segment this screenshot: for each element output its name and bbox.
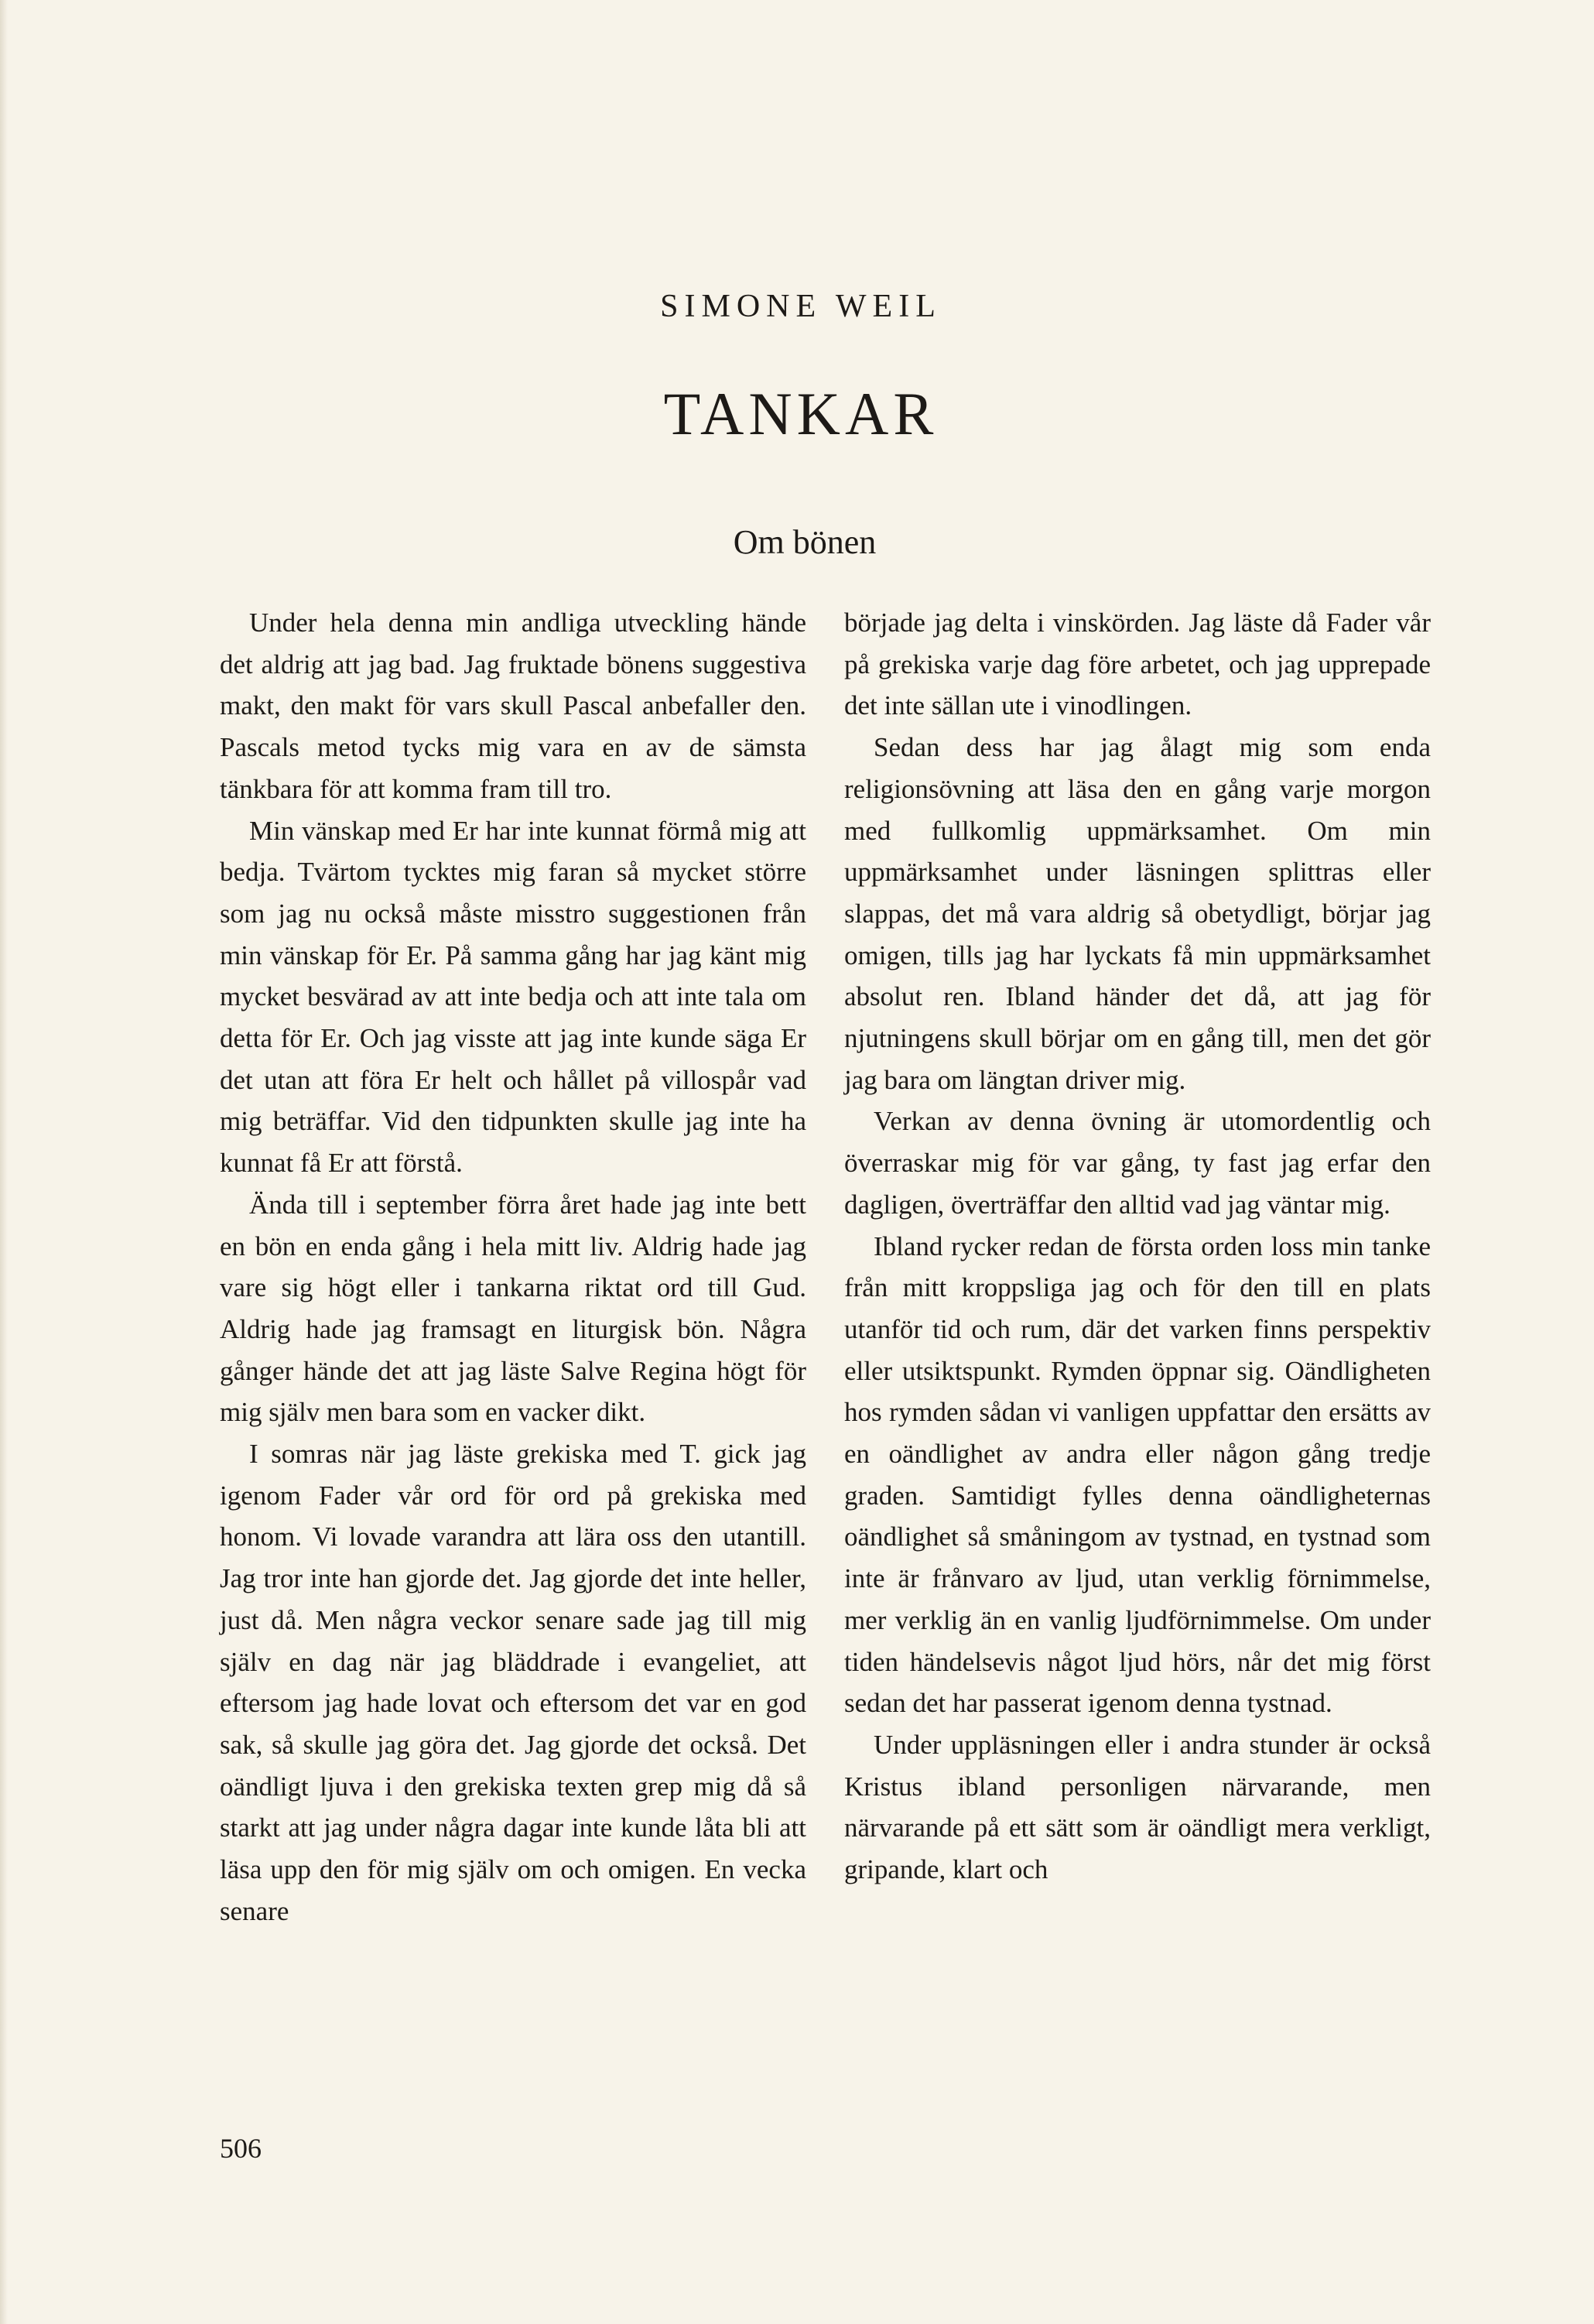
paragraph: Min vänskap med Er har inte kunnat förmå mig att bedja. Tvärtom tycktes mig faran så mycket större som jag nu också måste misstro suggestionen från min vänskap för Er. På samma gång har jag känt mig mycket besvärad av att inte bedja och att inte tala om detta för Er. Och jag visste att jag inte kunde säga Er det utan att föra Er helt och hållet på villospår vad mig beträffar. Vid den tidpunkten skulle jag inte ha kunnat få Er att förstå.: [220, 815, 806, 1179]
article-title: TANKAR: [663, 380, 939, 447]
right-column: [844, 602, 1431, 1891]
paragraph: Under uppläsningen eller i andra stunder är också Kristus ibland personligen närvarande, men närvarande på ett sätt som är oändligt mera verkligt, gripande, klart och: [844, 1729, 1431, 1885]
page-number: 506: [220, 2133, 262, 2164]
author-name: SIMONE WEIL: [660, 289, 942, 324]
paragraph: Under hela denna min andliga utveckling hände det aldrig att jag bad. Jag fruktade bönens suggestiva makt, den makt för vars skull Pascal anbefaller den. Pascals metod tycks mig vara en av de sämsta tänkbara för att komma fram till tro.: [220, 608, 806, 804]
paragraph: Ända till i september förra året hade jag inte bett en bön en enda gång i hela mitt liv. Aldrig hade jag vare sig högt eller i tankarna riktat ord till Gud. Aldrig hade jag framsagt en liturgisk bön. Några gånger hände det att jag läste Salve Regina högt för mig själv men bara som en vacker dikt.: [220, 1189, 806, 1428]
section-heading: Om bönen: [733, 523, 877, 561]
page-edge: [0, 0, 8, 2324]
paragraph: Verkan av denna övning är utomordentlig och överraskar mig för var gång, ty fast jag erfar den dagligen, överträffar den alltid vad jag väntar mig.: [844, 1106, 1431, 1220]
paragraph: Ibland rycker redan de första orden loss min tanke från mitt kroppsliga jag och för den till en plats utanför tid och rum, där det varken finns perspektiv eller utsiktspunkt. Rymden öppnar sig. Oändligheten hos rymden sådan vi vanligen uppfattar den ersätts av en oändlighet av andra eller någon gång tredje graden. Samtidigt fylles denna oändligheternas oändlighet så småningom av tystnad, en tystnad som inte är frånvaro av ljud, utan verklig förnimmelse, mer verklig än en vanlig ljudförnimmelse. Om under tiden händelsevis något ljud hörs, når det mig först sedan det har passerat igenom denna tystnad.: [844, 1230, 1431, 1719]
paragraph: Sedan dess har jag ålagt mig som enda religionsövning att läsa den en gång varje morgon med fullkomlig uppmärksamhet. Om min uppmärksamhet under läsningen splittras eller slappas, det må vara aldrig så obetydligt, börjar jag omigen, tills jag har lyckats få min uppmärksamhet absolut ren. Ibland händer det då, att jag för njutningens skull börjar om en gång till, men det gör jag bara om längtan driver mig.: [844, 732, 1431, 1095]
left-column: [220, 602, 806, 1932]
paragraph-continuation: började jag delta i vinskörden. Jag läste då Fader vår på grekiska varje dag före arbetet, och jag upprepade det inte sällan ute i vinodlingen.: [844, 608, 1431, 721]
paragraph: I somras när jag läste grekiska med T. gick jag igenom Fader vår ord för ord på grekiska med honom. Vi lovade varandra att lära oss den utantill. Jag tror inte han gjorde det. Jag gjorde det inte heller, just då. Men några veckor senare sade jag till mig själv en dag när jag bläddrade i evangeliet, att eftersom jag hade lovat och eftersom det var en god sak, så skulle jag göra det. Jag gjorde det också. Det oändligt ljuva i den grekiska texten grep mig då så starkt att jag under några dagar inte kunde låta bli att läsa upp den för mig själv om och omigen. En vecka senare: [220, 1439, 806, 1926]
